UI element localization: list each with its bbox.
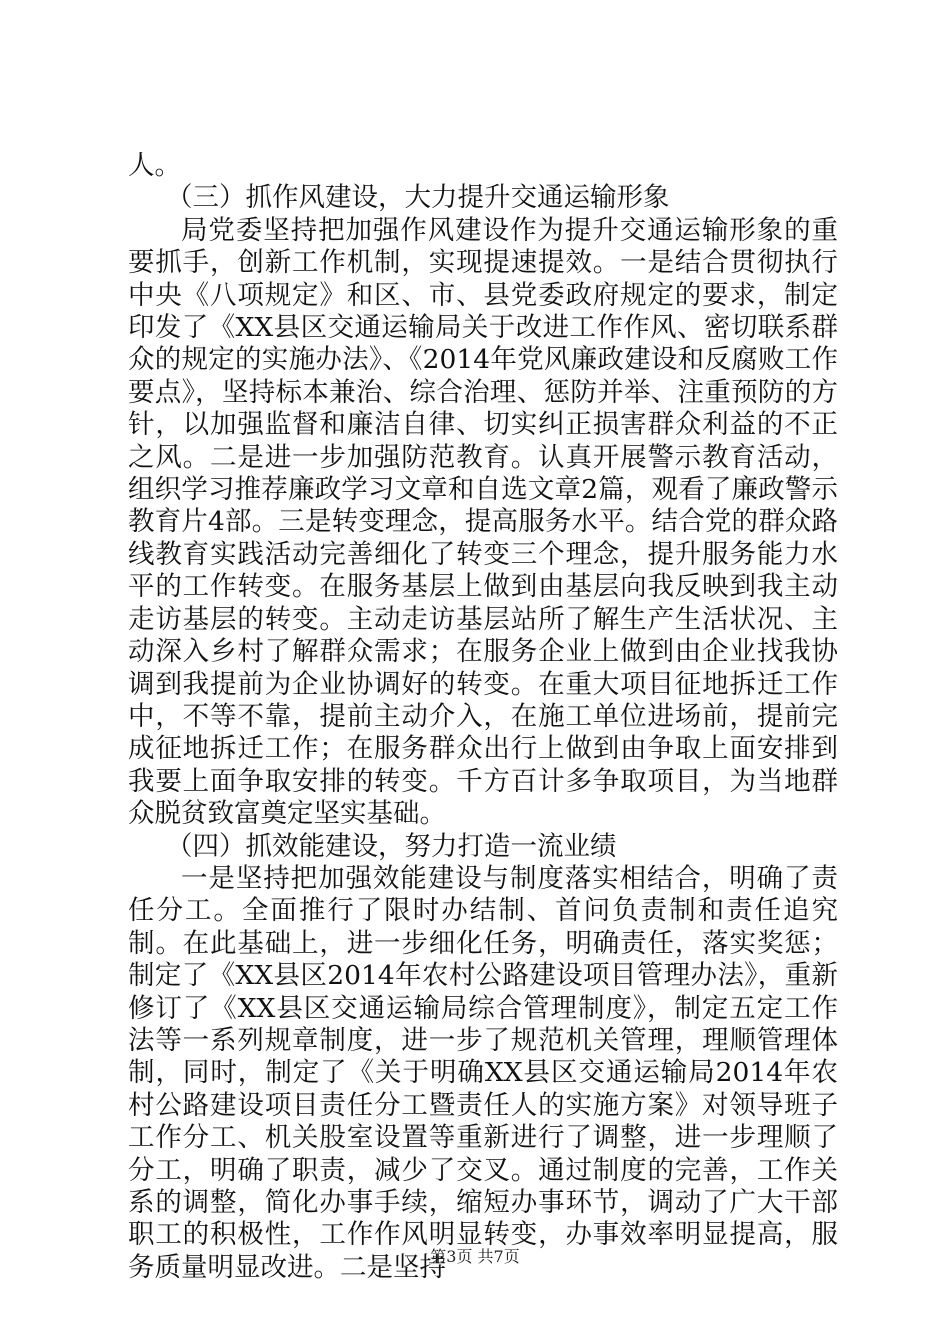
section-heading-4: （四）抓效能建设，努力打造一流业绩 — [166, 830, 617, 862]
continuation-paragraph: 人。 — [128, 150, 181, 181]
body-paragraph-3: 局党委坚持把加强作风建设作为提升交通运输形象的重要抓手，创新工作机制，实现提速提效。一是结合贯彻执行中央《八项规定》和区、市、县党委政府规定的要求，制定印发了《XX县区交通运输局关于改进工作作风、密切联系群众的规定的实施办法》、《2014年党风廉政建设和反腐败工作要点》，坚持标本兼治、综合治理、惩防并举、注重预防的方针，以加强监督和廉洁自律、切实纠正损害群众利益的不正之风。二是进一步加强防范教育。认真开展警示教育活动，组织学习推荐廉政学习文章和自选文章2篇，观看了廉政警示教育片4部。三是转变理念，提高服务水平。结合党的群众路线教育实践活动完善细化了转变三个理念，提升服务能力水平的工作转变。在服务基层上做到由基层向我反映到我主动走访基层的转变。主动走访基层站所了解生产生活状况、主动深入乡村了解群众需求；在服务企业上做到由企业找我协调到我提前为企业协调好的转变。在重大项目征地拆迁工作中，不等不靠，提前主动介入，在施工单位进场前，提前完成征地拆迁工作；在服务群众出行上做到由争取上面安排到我要上面争取安排的转变。千方百计多争取项目，为当地群众脱贫致富奠定坚实基础。 — [128, 214, 838, 830]
section-heading-3: （三）抓作风建设，大力提升交通运输形象 — [166, 182, 670, 214]
body-paragraph-4: 一是坚持把加强效能建设与制度落实相结合，明确了责任分工。全面推行了限时办结制、首问负责制和责任追究制。在此基础上，进一步细化任务，明确责任，落实奖惩；制定了《XX县区2014年农村公路建设项目管理办法》，重新修订了《XX县区交通运输局综合管理制度》，制定五定工作法等一系列规章制度，进一步了规范机关管理，理顺管理体制，同时，制定了《关于明确XX县区交通运输局2014年农村公路建设项目责任分工暨责任人的实施方案》对领导班子工作分工、机关股室设置等重新进行了调整，进一步理顺了分工，明确了职责，减少了交叉。通过制度的完善，工作关系的调整，简化办事手续，缩短办事环节，调动了广大干部职工的积极性，工作作风明显转变，办事效率明显提高，服务质量明显改进。二是坚持 — [128, 862, 838, 1283]
page-footer: 第3页 共7页 — [430, 1247, 520, 1266]
document-body — [128, 150, 838, 1284]
